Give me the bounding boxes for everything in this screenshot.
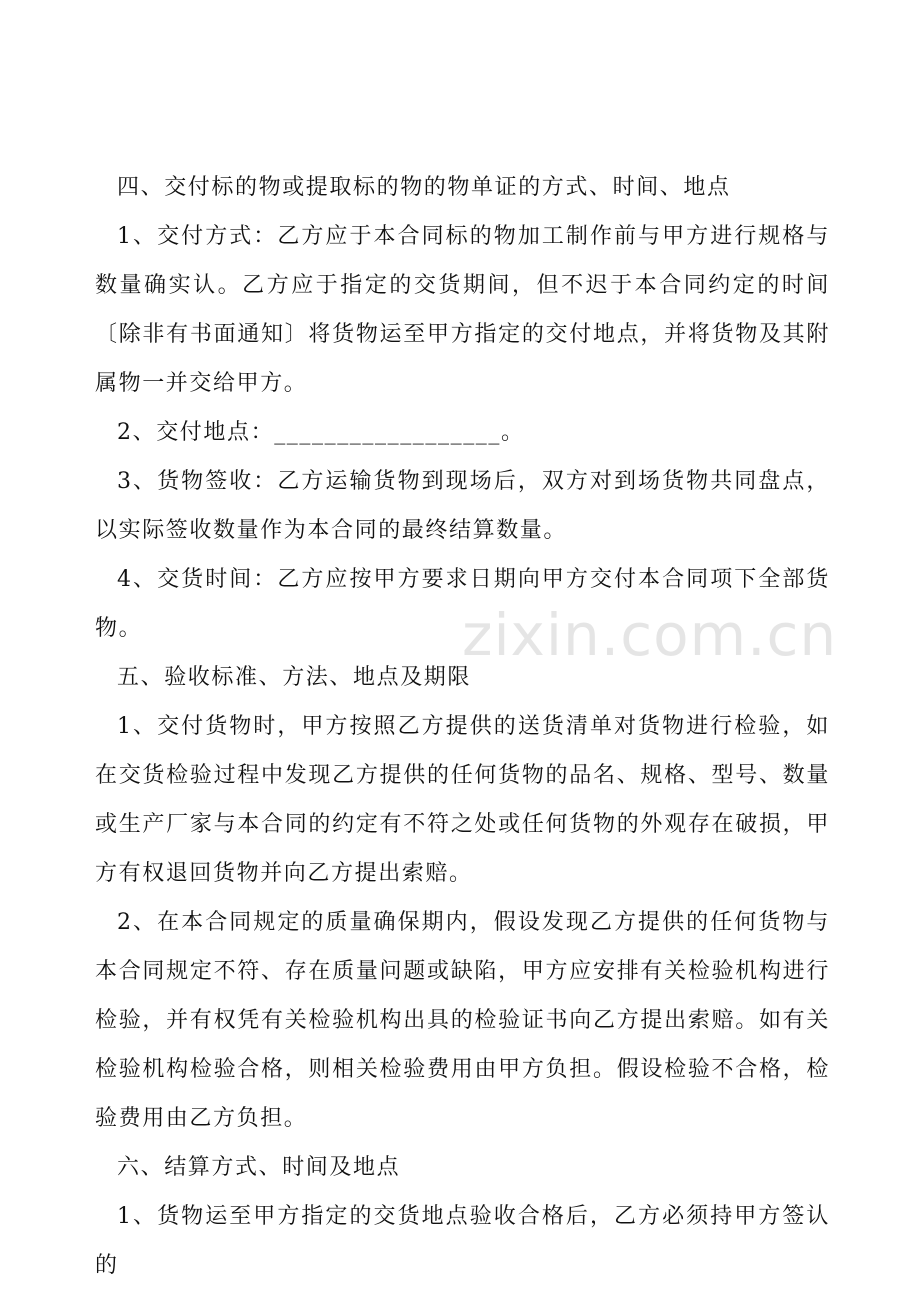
section-heading-settlement: 六、结算方式、时间及地点 [117, 1155, 401, 1180]
clause-delivery-place: 2、交付地点：__________________。 [117, 420, 525, 445]
clause-delivery-method: 1、交付方式：乙方应于本合同标的物加工制作前与甲方进行规格与数量确实认。乙方应于指定的交货期间，但不迟于本合同约定的时间〔除非有书面通知〕将货物运至甲方指定的交付地点，并将货物及其附属物一并交给甲方。 [95, 224, 830, 396]
document-body [95, 163, 830, 1290]
clause-inspection-on-delivery: 1、交付货物时，甲方按照乙方提供的送货清单对货物进行检验，如在交货检验过程中发现乙方提供的任何货物的品名、规格、型号、数量或生产厂家与本合同的约定有不符之处或任何货物的外观存在破损，甲方有权退回货物并向乙方提出索赔。 [95, 714, 830, 886]
clause-delivery-time: 4、交货时间：乙方应按甲方要求日期向甲方交付本合同项下全部货物。 [95, 567, 830, 641]
clause-quality-warranty: 2、在本合同规定的质量确保期内，假设发现乙方提供的任何货物与本合同规定不符、存在质量问题或缺陷，甲方应安排有关检验机构进行检验，并有权凭有关检验机构出具的检验证书向乙方提出索赔。如有关检验机构检验合格，则相关检验费用由甲方负担。假设检验不合格，检验费用由乙方负担。 [95, 910, 830, 1131]
section-heading-acceptance: 五、验收标准、方法、地点及期限 [117, 665, 472, 690]
section-heading-delivery: 四、交付标的物或提取标的物的物单证的方式、时间、地点 [117, 175, 731, 200]
clause-settlement-1: 1、货物运至甲方指定的交货地点验收合格后，乙方必须持甲方签认的 [95, 1204, 830, 1278]
watermark: zixin.com.cn [462, 601, 838, 669]
clause-goods-receipt: 3、货物签收：乙方运输货物到现场后，双方对到场货物共同盘点，以实际签收数量作为本合同的最终结算数量。 [95, 469, 830, 543]
